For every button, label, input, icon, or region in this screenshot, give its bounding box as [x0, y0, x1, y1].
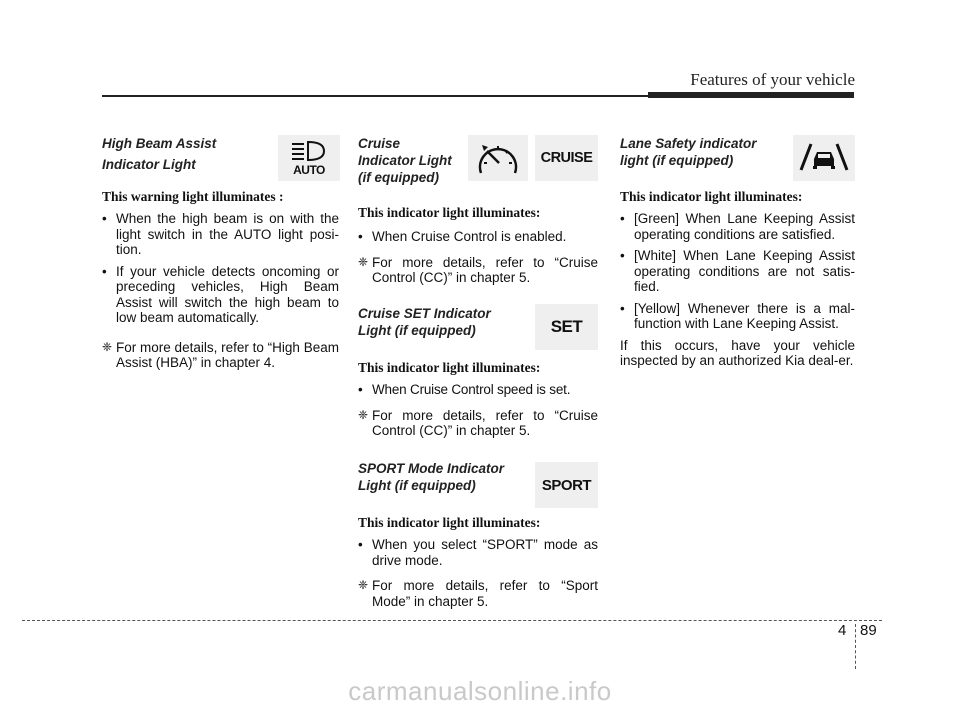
cruise-set-heading-line1: Cruise SET Indicator: [358, 306, 491, 321]
bullet-icon: •: [620, 300, 625, 316]
hba-icon-box: [278, 135, 340, 181]
cruise-bullet-1: [358, 229, 598, 245]
cruise-lead: This indicator light illuminates:: [358, 205, 541, 220]
lane-safety-paragraph: If this occurs, have your vehicle inspected by an authorized Kia deal-er.: [620, 337, 855, 368]
sport-note: [358, 578, 598, 609]
hba-note-text: For more details, refer to “High Beam Assist (HBA)” in chapter 4.: [116, 339, 339, 370]
bullet-icon: •: [620, 211, 625, 226]
lane-safety-heading-line2: light (if equipped): [620, 153, 734, 168]
high-beam-auto-icon: [278, 135, 340, 181]
footer-dashed-rule: [22, 620, 882, 621]
hba-bullet-1: [102, 211, 339, 258]
cruise-heading-line1: Cruise: [358, 136, 401, 151]
hba-heading-line1: High Beam Assist: [102, 136, 217, 151]
header-rule-tab: [648, 92, 854, 98]
cruise-heading: [358, 135, 452, 186]
note-mark-icon: ❈: [358, 407, 369, 422]
lane-safety-bullet-2-text: [White] When Lane Keeping Assist operating conditions are not satis-fied.: [634, 248, 855, 294]
cruise-section-body: [358, 205, 598, 286]
hba-bullet-2-text: If your vehicle detects oncoming or preceding vehicles, High Beam Assist will switch the high beam to low beam automatically.: [116, 263, 339, 325]
cruise-set-note-text: For more details, refer to “Cruise Control (CC)” in chapter 5.: [372, 407, 598, 438]
sport-icon-box: [535, 462, 598, 508]
cruise-heading-line3: (if equipped): [358, 170, 439, 185]
bullet-icon: •: [358, 229, 363, 244]
footer-dashed-divider: [855, 624, 856, 669]
hba-section-body: [102, 189, 339, 371]
watermark: carmanualsonline.info: [348, 676, 612, 706]
cruise-set-section-body: [358, 360, 598, 439]
lane-safety-section-body: [620, 189, 855, 369]
cruise-set-heading-line2: Light (if equipped): [358, 323, 476, 338]
hba-lead: This warning light illuminates :: [102, 189, 284, 204]
cruise-note-text: For more details, refer to “Cruise Control (CC)” in chapter 5.: [372, 254, 598, 285]
bullet-icon: •: [102, 263, 107, 279]
cruise-text-icon-box: [535, 135, 598, 181]
page-number: 89: [860, 622, 877, 639]
cruise-set-note: [358, 408, 598, 439]
chapter-number: 4: [838, 622, 847, 639]
hba-bullet-1-text: When the high beam is on with the light switch in the AUTO light posi-tion.: [116, 211, 339, 257]
sport-note-text: For more details, refer to “Sport Mode” in chapter 5.: [372, 578, 598, 609]
sport-section-body: [358, 515, 598, 609]
bullet-icon: •: [358, 537, 363, 552]
note-mark-icon: ❈: [358, 578, 369, 592]
lane-safety-car-icon: [797, 138, 851, 178]
bullet-icon: •: [620, 248, 625, 263]
cruise-set-heading: [358, 305, 491, 339]
sport-heading: [358, 460, 504, 494]
sport-heading-line1: SPORT Mode Indicator: [358, 461, 505, 476]
lane-safety-heading-line1: Lane Safety indicator: [620, 136, 757, 151]
lane-safety-bullet-2: [620, 248, 855, 295]
cruise-set-lead: This indicator light illuminates:: [358, 360, 541, 375]
hba-icon-label: AUTO: [293, 163, 325, 177]
set-icon-box: [535, 304, 598, 350]
cruise-set-bullet-1-text: When Cruise Control speed is set.: [372, 382, 571, 397]
hba-heading-line2: Indicator Light: [102, 157, 196, 172]
note-mark-icon: ❈: [102, 339, 113, 354]
sport-heading-line2: Light (if equipped): [358, 478, 476, 493]
cruise-speedometer-icon: [473, 137, 523, 179]
lane-safety-bullet-1: [620, 211, 855, 242]
sport-icon-label: SPORT: [541, 476, 592, 494]
sport-lead: This indicator light illuminates:: [358, 515, 541, 530]
note-mark-icon: ❈: [358, 254, 369, 269]
cruise-set-bullet-1: [358, 382, 598, 398]
hba-heading: [102, 135, 216, 173]
bullet-icon: •: [102, 211, 107, 226]
cruise-heading-line2: Indicator Light: [358, 153, 452, 168]
sport-bullet-1: [358, 537, 598, 568]
lane-safety-bullet-3: [620, 301, 855, 332]
hba-note: [102, 340, 339, 371]
cruise-bullet-1-text: When Cruise Control is enabled.: [372, 229, 567, 244]
cruise-icon-label: CRUISE: [540, 150, 593, 166]
lane-safety-bullet-1-text: [Green] When Lane Keeping Assist operating conditions are satisfied.: [634, 211, 855, 242]
cruise-gauge-icon-box: [468, 135, 528, 181]
running-header: Features of your vehicle: [690, 70, 855, 89]
sport-bullet-1-text: When you select “SPORT” mode as drive mode.: [372, 537, 598, 568]
lane-safety-icon-box: [793, 135, 855, 181]
lane-safety-bullet-3-text: [Yellow] Whenever there is a mal-function with Lane Keeping Assist.: [634, 300, 855, 331]
cruise-note: [358, 255, 598, 286]
bullet-icon: •: [358, 382, 363, 397]
lane-safety-lead: This indicator light illuminates:: [620, 189, 803, 204]
lane-safety-heading: [620, 135, 757, 169]
hba-bullet-2: [102, 264, 339, 326]
set-icon-label: SET: [550, 317, 583, 336]
